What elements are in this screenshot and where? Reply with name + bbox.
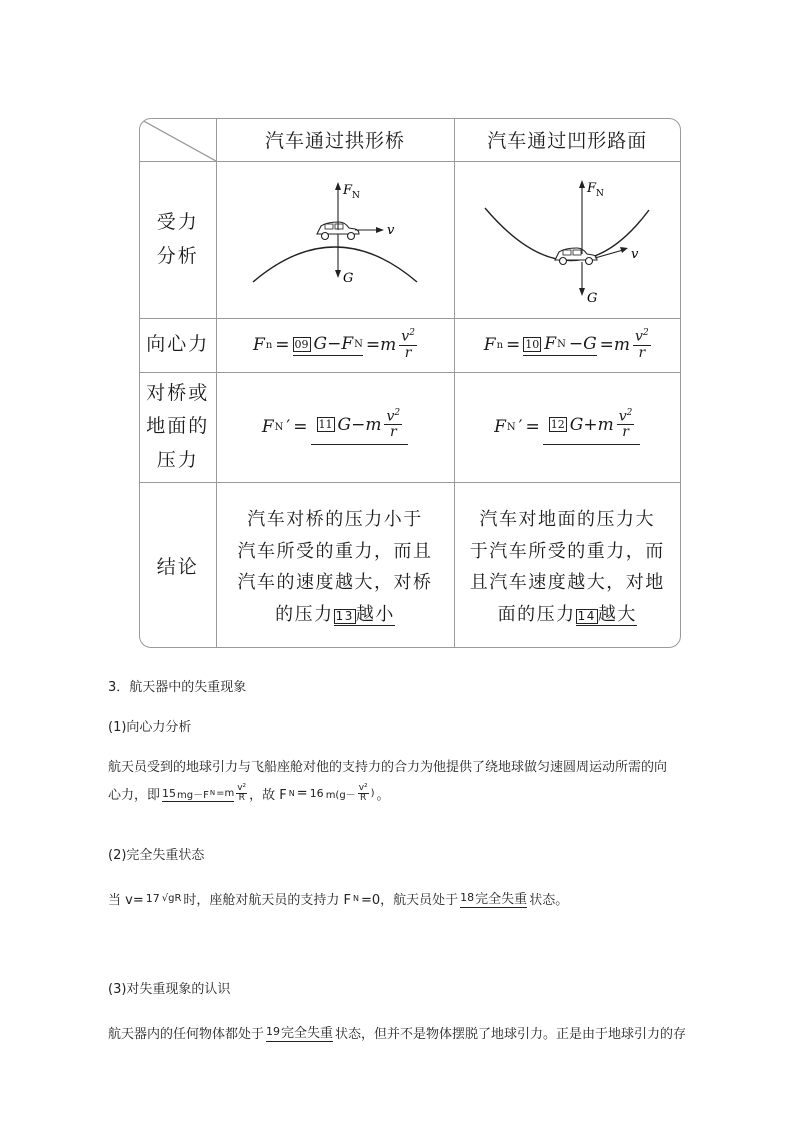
section3-heading: 3．航天器中的失重现象 (108, 680, 247, 695)
row-label-force-analysis: 受力 分析 (140, 161, 216, 318)
paragraph-1-line-1: 航天员受到的地球引力与飞船座舱对他的支持力的合力为他提供了绕地球做匀速圆周运动所需的向 (108, 760, 668, 775)
concave-road-diagram (455, 162, 681, 314)
blank-19: 19 (266, 1025, 281, 1038)
v-label: v (630, 246, 638, 262)
corner-header-cell (140, 119, 216, 161)
header-concave-road: 汽车通过凹形路面 (454, 119, 680, 161)
diagonal-line (140, 119, 216, 161)
subheading-understanding: (3)对失重现象的认识 (108, 982, 231, 997)
blank-12: 12 (550, 418, 565, 431)
row-label-pressure: 对桥或 地面的 压力 (140, 372, 216, 482)
formula-bridge-pressure: F N ′ = 11 G−m $\frac{v^2}{r}$ (216, 372, 454, 482)
svg-text:N: N (351, 190, 360, 201)
subheading-centripetal-analysis: (1)向心力分析 (108, 720, 192, 735)
diagram-arch-bridge (216, 161, 454, 318)
car-icon (555, 248, 597, 265)
v-label: v (386, 222, 394, 238)
formula-concave-centripetal: F n = 10 F N −G =m $\frac{v^2}{r}$ (454, 318, 680, 372)
blank-17: 17 (145, 891, 160, 905)
comparison-table (139, 118, 681, 648)
header-arch-bridge: 汽车通过拱形桥 (216, 119, 454, 161)
blank-16: 16 (309, 787, 324, 800)
blank-15: 15 (162, 786, 177, 800)
blank-14: 14 (577, 608, 596, 623)
conclusion-concave: 汽车对地面的压力大 于汽车所受的重力，而 且汽车速度越大，对地 面的压力 14 越大 (454, 482, 680, 648)
paragraph-3: 航天器内的任何物体都处于 19 完全失重 状态，但并不是物体摆脱了地球引力。正是由于地球引力的存 (108, 1022, 748, 1042)
g-label: G (586, 290, 597, 306)
blank-10: 10 (525, 337, 540, 351)
blank-13: 13 (335, 608, 354, 623)
paragraph-1-line-2: 心力，即 15 mg－F N =m v² R ，故 F N = 16 m(g－ v² R ) 。 (108, 783, 390, 803)
fn-label: F (342, 182, 352, 198)
row-label-conclusion: 结论 (140, 482, 216, 648)
g-label: G (342, 270, 353, 286)
blank-09: 09 (294, 337, 309, 351)
formula-concave-pressure: F N ′ = 12 G+m $\frac{v^2}{r}$ (454, 372, 680, 482)
row-label-centripetal: 向心力 (140, 318, 216, 372)
conclusion-bridge: 汽车对桥的压力小于 汽车所受的重力，而且 汽车的速度越大，对桥 的压力 13 越小 (216, 482, 454, 648)
subheading-weightlessness: (2)完全失重状态 (108, 848, 205, 863)
blank-18: 18 (460, 891, 475, 904)
blank-11: 11 (318, 418, 333, 431)
formula-bridge-centripetal: F n = 09 G−F N =m $\frac{v^2}{r}$ (216, 318, 454, 372)
svg-text:N: N (595, 188, 604, 199)
paragraph-2: 当 v= 17 √gR 时，座舱对航天员的支持力 F N =0，航天员处于 18 完全失重 状态。 (108, 888, 748, 908)
arch-bridge-diagram (217, 162, 455, 314)
diagram-concave-road (454, 161, 680, 318)
fn-label: F (586, 180, 596, 196)
